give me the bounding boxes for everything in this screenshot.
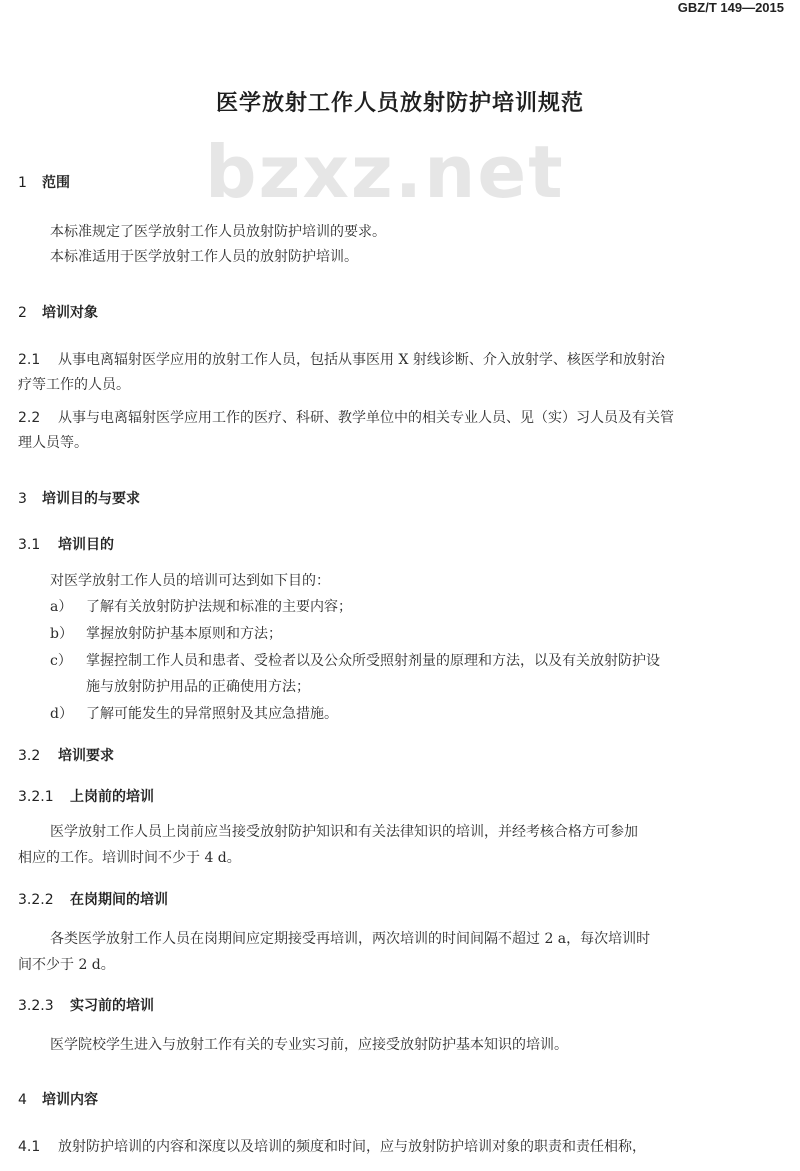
section-3-2-heading bbox=[18, 745, 114, 765]
section-title: 上岗前的培训 bbox=[70, 789, 154, 805]
section-number: 4 bbox=[18, 1092, 27, 1108]
list-text: 了解可能发生的异常照射及其应急措施。 bbox=[86, 706, 338, 722]
clause-2-2 bbox=[18, 407, 674, 430]
section-number: 2 bbox=[18, 305, 27, 321]
section-number: 3.2 bbox=[18, 748, 41, 764]
section-title: 培训要求 bbox=[58, 748, 114, 764]
clause-2-1 bbox=[18, 349, 665, 372]
clause-text: 放射防护培训的内容和深度以及培训的频度和时间，应与放射防护培训对象的职责和责任相称， bbox=[58, 1139, 646, 1155]
document-title: 医学放射工作人员放射防护培训规范 bbox=[215, 91, 584, 116]
paragraph: 医学放射工作人员上岗前应当接受放射防护知识和有关法律知识的培训，并经考核合格方可参加 bbox=[50, 824, 638, 840]
section-3-2-2-heading bbox=[18, 889, 168, 909]
list-item bbox=[50, 623, 282, 646]
clause-text: 从事与电离辐射医学应用工作的医疗、科研、教学单位中的相关专业人员、见（实）习人员及有关管 bbox=[58, 410, 674, 426]
section-number: 3.2.2 bbox=[18, 892, 54, 908]
clause-number: 2.2 bbox=[18, 410, 41, 426]
list-label: c） bbox=[50, 653, 72, 669]
section-4-heading bbox=[18, 1089, 98, 1109]
list-item-cont: 施与放射防护用品的正确使用方法； bbox=[86, 679, 310, 695]
section-number: 3.1 bbox=[18, 537, 41, 553]
section-title: 培训目的与要求 bbox=[42, 491, 140, 507]
section-number: 1 bbox=[18, 175, 27, 191]
section-title: 培训内容 bbox=[42, 1092, 98, 1108]
section-3-2-1-heading bbox=[18, 786, 154, 806]
section-title: 范围 bbox=[42, 175, 70, 191]
paragraph: 各类医学放射工作人员在岗期间应定期接受再培训，两次培训的时间间隔不超过 2 a，每次培训时 bbox=[50, 931, 651, 947]
section-number: 3.2.3 bbox=[18, 998, 54, 1014]
section-title: 培训目的 bbox=[58, 537, 114, 553]
section-3-heading bbox=[18, 488, 140, 508]
section-1-heading bbox=[18, 172, 70, 192]
section-3-2-3-heading bbox=[18, 995, 154, 1015]
list-text: 掌握控制工作人员和患者、受检者以及公众所受照射剂量的原理和方法，以及有关放射防护设 bbox=[86, 653, 660, 669]
list-item bbox=[50, 703, 338, 726]
paragraph-cont: 相应的工作。培训时间不少于 4 d。 bbox=[18, 850, 241, 866]
list-label: b） bbox=[50, 626, 73, 642]
list-text: 了解有关放射防护法规和标准的主要内容； bbox=[86, 599, 352, 615]
section-title: 培训对象 bbox=[42, 305, 98, 321]
standard-code: GBZ/T 149—2015 bbox=[677, 0, 784, 15]
paragraph: 本标准适用于医学放射工作人员的放射防护培训。 bbox=[50, 249, 358, 265]
clause-4-1 bbox=[18, 1136, 646, 1159]
watermark: bzxz.net bbox=[205, 130, 565, 214]
paragraph: 本标准规定了医学放射工作人员放射防护培训的要求。 bbox=[50, 224, 386, 240]
clause-number: 4.1 bbox=[18, 1139, 41, 1155]
clause-2-2-cont: 理人员等。 bbox=[18, 435, 88, 451]
clause-number: 2.1 bbox=[18, 352, 41, 368]
clause-2-1-cont: 疗等工作的人员。 bbox=[18, 377, 130, 393]
section-title: 在岗期间的培训 bbox=[70, 892, 168, 908]
paragraph: 医学院校学生进入与放射工作有关的专业实习前，应接受放射防护基本知识的培训。 bbox=[50, 1037, 568, 1053]
list-item bbox=[50, 596, 352, 619]
section-number: 3 bbox=[18, 491, 27, 507]
list-text: 掌握放射防护基本原则和方法； bbox=[86, 626, 282, 642]
section-3-1-heading bbox=[18, 534, 114, 554]
list-label: d） bbox=[50, 706, 73, 722]
list-item bbox=[50, 650, 660, 673]
list-label: a） bbox=[50, 599, 73, 615]
section-number: 3.2.1 bbox=[18, 789, 54, 805]
clause-text: 从事电离辐射医学应用的放射工作人员，包括从事医用 X 射线诊断、介入放射学、核医学和放射治 bbox=[58, 352, 665, 368]
section-2-heading bbox=[18, 302, 98, 322]
section-title: 实习前的培训 bbox=[70, 998, 154, 1014]
paragraph-cont: 间不少于 2 d。 bbox=[18, 957, 115, 973]
paragraph: 对医学放射工作人员的培训可达到如下目的： bbox=[50, 573, 330, 589]
